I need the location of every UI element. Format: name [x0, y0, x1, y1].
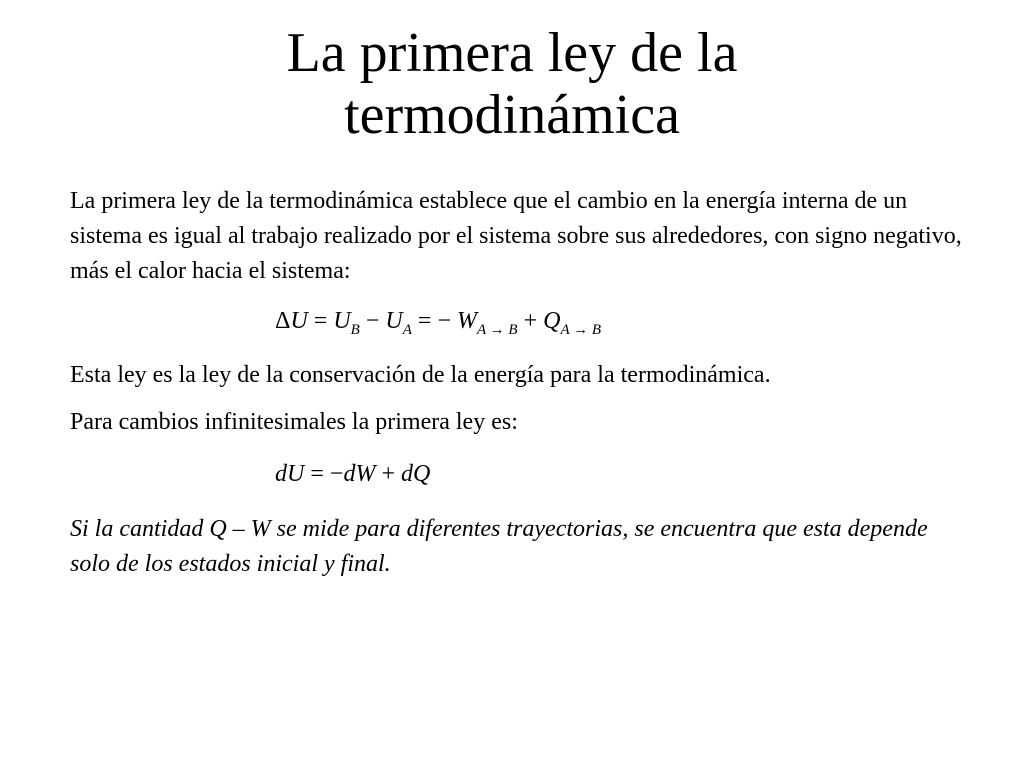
slide-title [0, 22, 1024, 146]
differential-equation [275, 461, 430, 488]
eq-UB: U [333, 308, 351, 334]
eq2-equals: = [310, 461, 324, 487]
eq-plus: + [523, 308, 538, 334]
slide-body-2 [70, 358, 970, 440]
slide-body [70, 184, 970, 289]
title-line-2: termodinámica [344, 84, 680, 146]
infinitesimal-paragraph: Para cambios infinitesimales la primera ley es: [70, 409, 518, 435]
eq-UA-sub: A [402, 322, 412, 338]
eq-UA: U [385, 308, 403, 334]
eq-equals-2: = [417, 308, 432, 334]
eq2-plus: + [381, 461, 395, 487]
first-law-equation [275, 308, 602, 338]
eq2-dQ: dQ [400, 461, 431, 487]
eq2-dW: dW [343, 461, 376, 487]
eq-UB-sub: B [350, 322, 360, 338]
path-independence-note: Si la cantidad Q – W se mide para diferentes trayectorias, se encuentra que esta depende solo de los estados inicial y final. [70, 516, 928, 577]
eq-U: U [290, 308, 308, 334]
intro-paragraph: La primera ley de la termodinámica establece que el cambio en la energía interna de un sistema es igual al trabajo realizado por el sistema sobre sus alrededores, con signo negativo, más el calor hacia el sistema: [70, 188, 962, 284]
eq-Q: Q [543, 308, 561, 334]
eq2-minus: − [329, 461, 344, 487]
eq2-dU: dU [275, 461, 305, 487]
conservation-paragraph: Esta ley es la ley de la conservación de la energía para la termodinámica. [70, 362, 771, 388]
eq-minus-2: − [437, 308, 451, 334]
eq-W-sub: A → B [477, 322, 518, 338]
title-line-1: La primera ley de la [286, 22, 738, 84]
eq-equals-1: = [313, 308, 328, 334]
eq-minus-1: − [365, 308, 380, 334]
delta-symbol: Δ [275, 308, 291, 334]
eq-W: W [457, 308, 477, 334]
slide-body-3 [70, 512, 970, 582]
eq-Q-sub: A → B [560, 322, 602, 338]
